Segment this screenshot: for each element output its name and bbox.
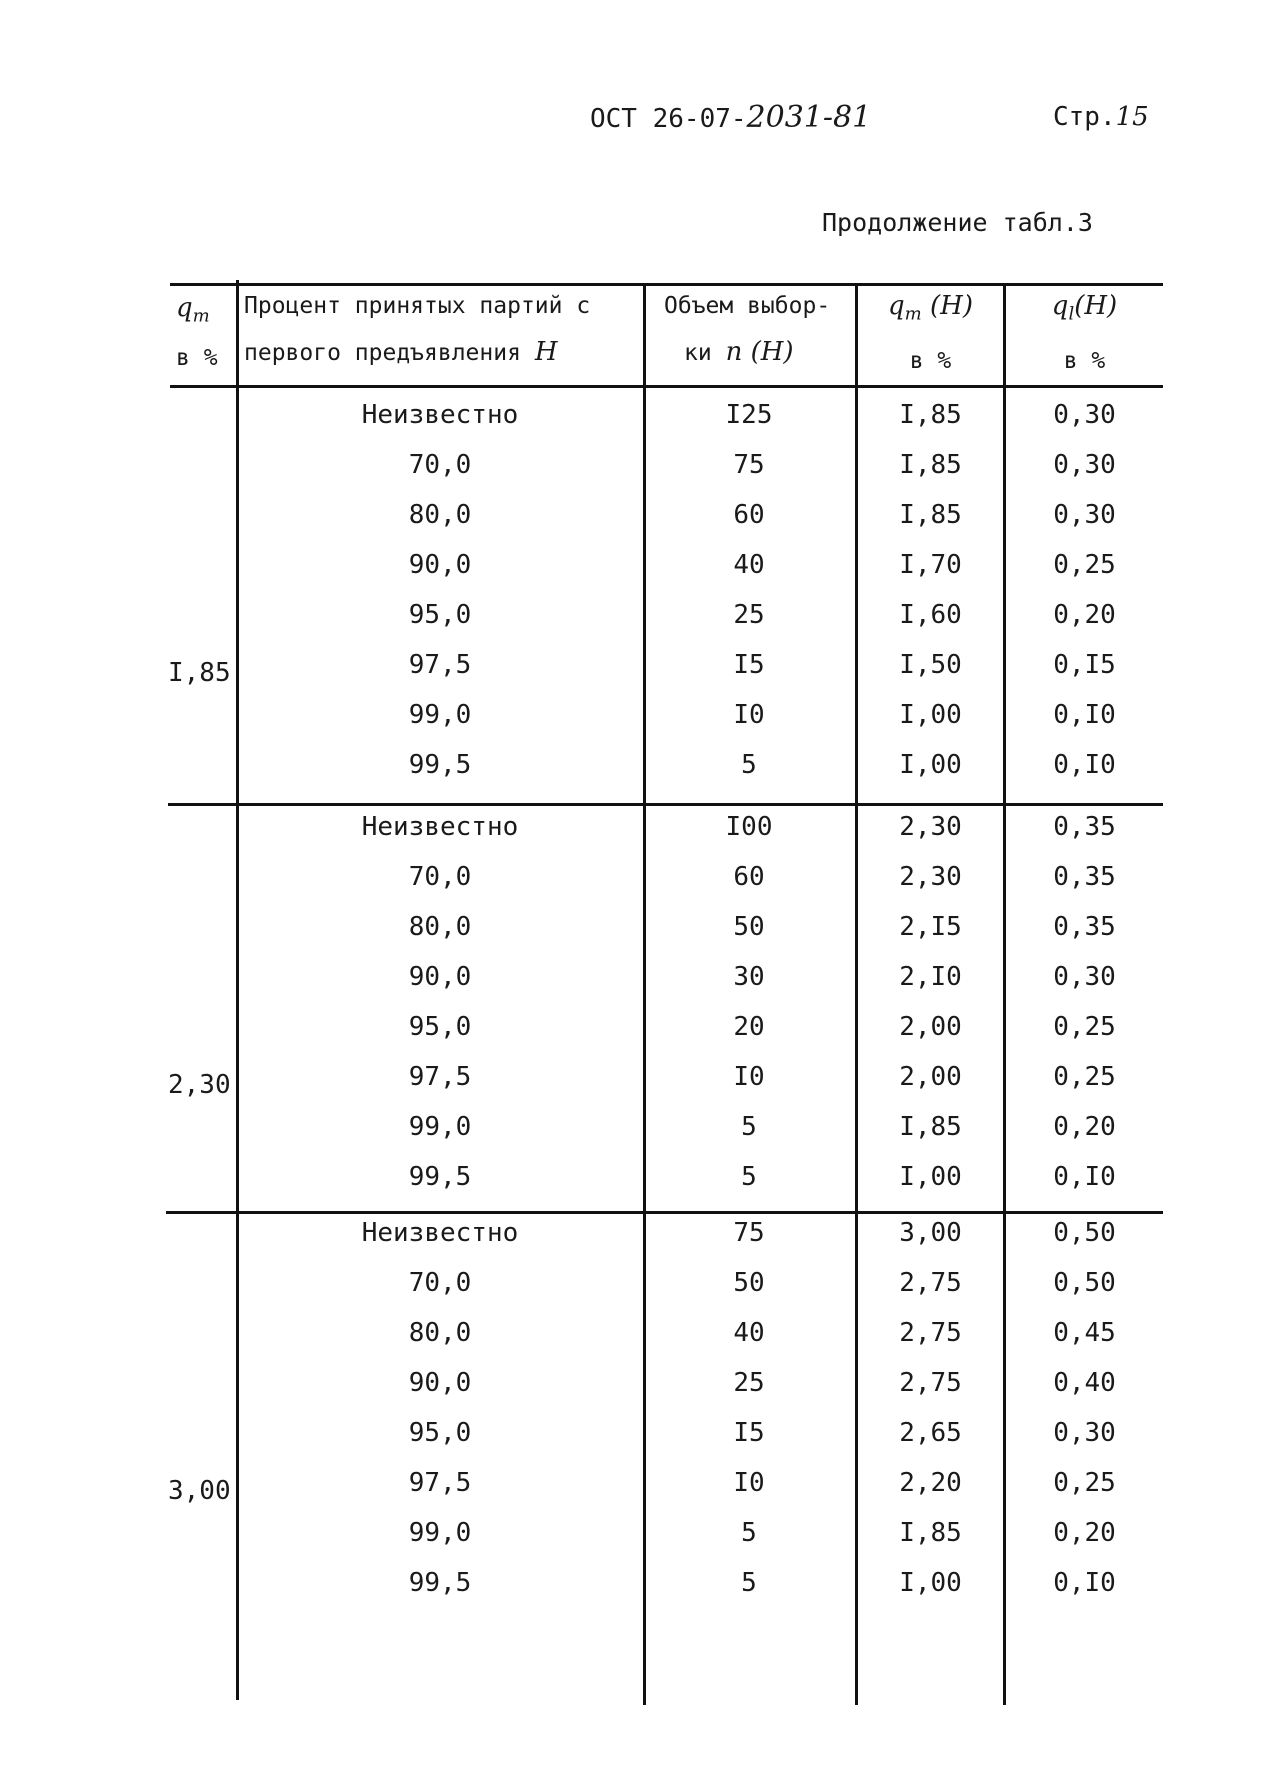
cell-ql-h: 0,20: [1053, 1518, 1116, 1548]
cell-n: I00: [725, 812, 773, 842]
cell-ql-h: 0,20: [1053, 1112, 1116, 1142]
cell-qm-h: I,85: [899, 1518, 962, 1548]
group-divider: [166, 1211, 1163, 1214]
cell-percent: 99,5: [408, 1162, 472, 1192]
cell-percent: 80,0: [408, 500, 472, 530]
column-rule: [236, 280, 239, 1700]
cell-n: I5: [733, 1418, 765, 1448]
cell-ql-h: 0,40: [1053, 1368, 1116, 1398]
table-continuation-caption: Продолжение табл.3: [822, 208, 1093, 237]
page-label: Стр.: [1053, 102, 1116, 132]
cell-ql-h: 0,30: [1053, 500, 1116, 530]
cell-n: 50: [733, 1268, 765, 1298]
cell-n: 5: [741, 1112, 757, 1142]
cell-percent: 80,0: [408, 912, 472, 942]
cell-percent: 97,5: [408, 1468, 472, 1498]
cell-n: 25: [733, 1368, 765, 1398]
cell-n: I0: [733, 700, 765, 730]
header-qm: $q_m$ в %: [176, 293, 218, 371]
document-code-handwritten: 2031-81: [746, 100, 872, 135]
cell-percent: 97,5: [408, 1062, 472, 1092]
cell-qm-h: I,00: [899, 1162, 962, 1192]
cell-n: 40: [733, 1318, 765, 1348]
cell-qm-h: I,00: [899, 750, 962, 780]
cell-ql-h: 0,30: [1053, 1418, 1116, 1448]
cell-ql-h: 0,45: [1053, 1318, 1116, 1348]
cell-qm-h: 2,75: [899, 1318, 962, 1348]
cell-qm-h: I,70: [899, 550, 962, 580]
cell-n: 75: [733, 450, 765, 480]
cell-n: I0: [733, 1062, 765, 1092]
cell-ql-h: 0,30: [1053, 450, 1116, 480]
cell-qm-h: I,50: [899, 650, 962, 680]
cell-percent: 70,0: [408, 450, 472, 480]
cell-ql-h: 0,35: [1053, 812, 1116, 842]
cell-percent: 90,0: [408, 1368, 472, 1398]
document-code-prefix: ОСТ 26-07-: [590, 104, 747, 134]
header-percent-accepted: Процент принятых партий с первого предъявления H: [244, 293, 591, 367]
cell-qm-h: 2,75: [899, 1268, 962, 1298]
group-qm-label: 2,30: [168, 1070, 231, 1100]
cell-n: 40: [733, 550, 765, 580]
cell-percent: 99,0: [408, 700, 472, 730]
document-code: [590, 100, 871, 135]
cell-percent: 95,0: [408, 600, 472, 630]
cell-qm-h: 2,I0: [899, 962, 962, 992]
cell-ql-h: 0,30: [1053, 400, 1116, 430]
cell-percent: 99,0: [408, 1518, 472, 1548]
header-ql-h: $q_l(H)$ в %: [1051, 291, 1118, 374]
cell-n: 75: [733, 1218, 765, 1248]
cell-qm-h: 2,00: [899, 1012, 962, 1042]
cell-percent: 99,5: [408, 750, 472, 780]
cell-ql-h: 0,25: [1053, 1012, 1116, 1042]
cell-n: 5: [741, 750, 757, 780]
cell-qm-h: I,60: [899, 600, 962, 630]
cell-percent: Неизвестно: [361, 1218, 519, 1248]
cell-ql-h: 0,I0: [1053, 750, 1116, 780]
group-qm-label: I,85: [168, 658, 231, 688]
cell-qm-h: 2,00: [899, 1062, 962, 1092]
cell-n: 5: [741, 1162, 757, 1192]
cell-qm-h: 2,30: [899, 862, 962, 892]
cell-n: 20: [733, 1012, 765, 1042]
cell-ql-h: 0,I0: [1053, 700, 1116, 730]
cell-n: 30: [733, 962, 765, 992]
page-number: [1053, 102, 1149, 132]
cell-ql-h: 0,I5: [1053, 650, 1116, 680]
header-sample-size: Объем выбор- ки n (H): [664, 293, 831, 367]
cell-qm-h: I,85: [899, 1112, 962, 1142]
cell-percent: 95,0: [408, 1418, 472, 1448]
cell-qm-h: 2,75: [899, 1368, 962, 1398]
cell-n: I25: [725, 400, 773, 430]
group-divider: [168, 803, 1163, 806]
cell-n: 60: [733, 500, 765, 530]
cell-ql-h: 0,25: [1053, 550, 1116, 580]
cell-ql-h: 0,25: [1053, 1468, 1116, 1498]
cell-ql-h: 0,50: [1053, 1218, 1116, 1248]
cell-qm-h: 2,20: [899, 1468, 962, 1498]
cell-percent: Неизвестно: [361, 812, 519, 842]
cell-percent: 99,5: [408, 1568, 472, 1598]
cell-qm-h: I,85: [899, 400, 962, 430]
cell-qm-h: I,00: [899, 700, 962, 730]
cell-n: I5: [733, 650, 765, 680]
cell-n: 5: [741, 1568, 757, 1598]
cell-percent: 95,0: [408, 1012, 472, 1042]
cell-ql-h: 0,35: [1053, 862, 1116, 892]
cell-percent: 70,0: [408, 862, 472, 892]
cell-ql-h: 0,30: [1053, 962, 1116, 992]
cell-ql-h: 0,I0: [1053, 1568, 1116, 1598]
group-qm-label: 3,00: [168, 1476, 231, 1506]
cell-n: 5: [741, 1518, 757, 1548]
cell-percent: 90,0: [408, 962, 472, 992]
cell-ql-h: 0,20: [1053, 600, 1116, 630]
cell-ql-h: 0,25: [1053, 1062, 1116, 1092]
cell-qm-h: I,00: [899, 1568, 962, 1598]
cell-n: 50: [733, 912, 765, 942]
cell-ql-h: 0,50: [1053, 1268, 1116, 1298]
cell-percent: 97,5: [408, 650, 472, 680]
cell-qm-h: I,85: [899, 450, 962, 480]
cell-percent: 70,0: [408, 1268, 472, 1298]
cell-qm-h: I,85: [899, 500, 962, 530]
page-number-value: 15: [1115, 102, 1149, 132]
cell-percent: 99,0: [408, 1112, 472, 1142]
cell-qm-h: 2,I5: [899, 912, 962, 942]
cell-ql-h: 0,I0: [1053, 1162, 1116, 1192]
cell-qm-h: 2,30: [899, 812, 962, 842]
cell-qm-h: 2,65: [899, 1418, 962, 1448]
header-qm-h: $q_m$ (H) в %: [888, 291, 973, 374]
cell-n: 25: [733, 600, 765, 630]
table-header-rule: [170, 385, 1163, 388]
cell-percent: Неизвестно: [361, 400, 519, 430]
cell-ql-h: 0,35: [1053, 912, 1116, 942]
cell-percent: 90,0: [408, 550, 472, 580]
cell-qm-h: 3,00: [899, 1218, 962, 1248]
cell-percent: 80,0: [408, 1318, 472, 1348]
cell-n: I0: [733, 1468, 765, 1498]
cell-n: 60: [733, 862, 765, 892]
